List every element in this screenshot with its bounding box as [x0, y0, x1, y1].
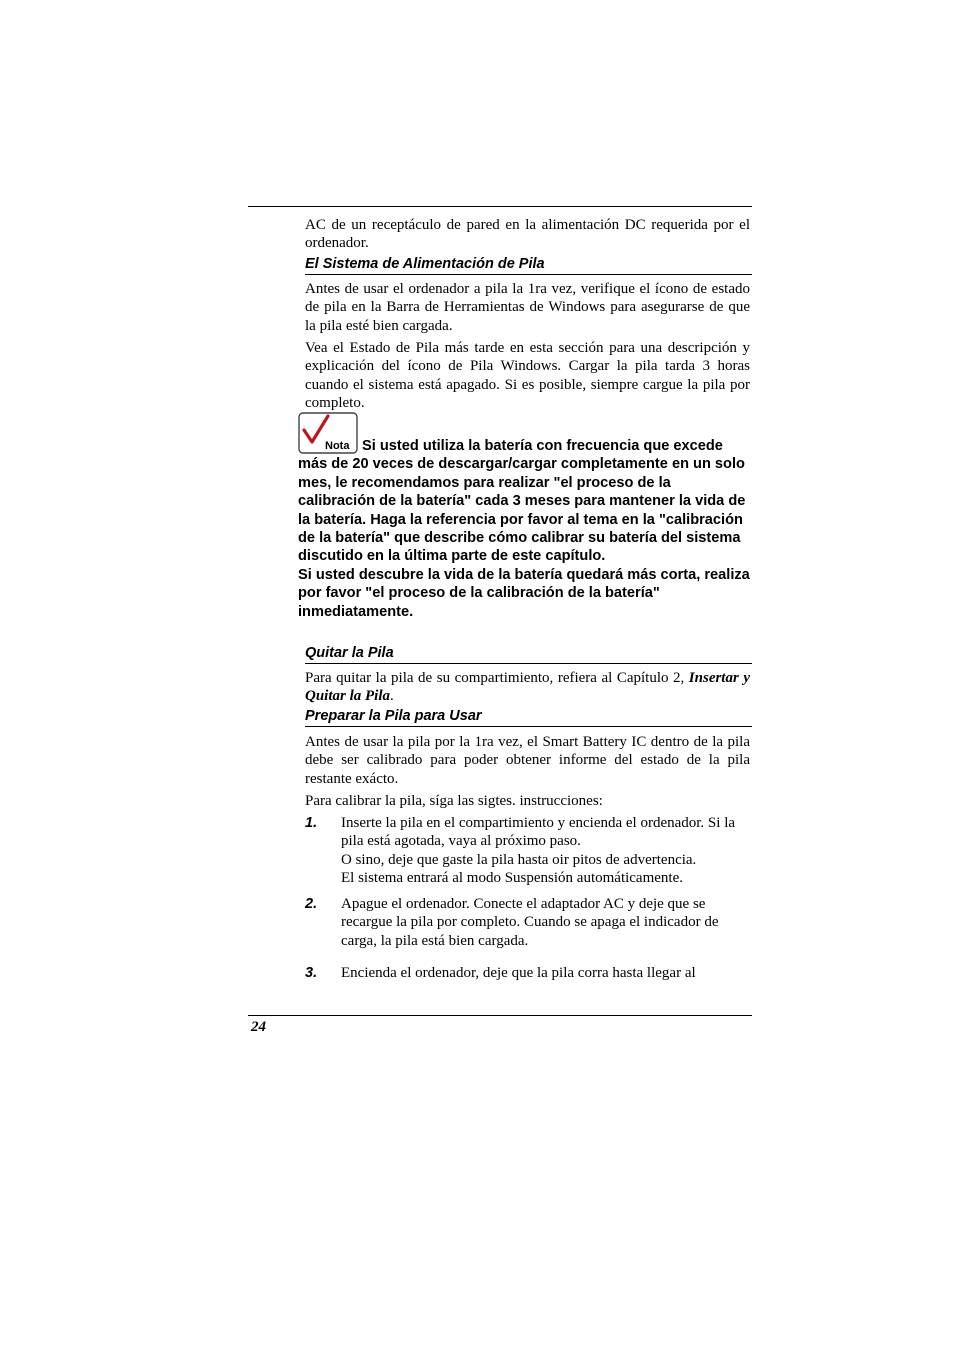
step-line: Inserte la pila en el compartimiento y encienda el ordenador. Si la pila está agotada, vaya al próximo paso.	[341, 815, 736, 850]
section-heading-power-system: El Sistema de Alimentación de Pila	[305, 255, 752, 275]
prepare-paragraph-2: Para calibrar la pila, síga las sigtes. instrucciones:	[305, 793, 603, 809]
note-paragraph-2: Si usted descubre la vida de la batería quedará más corta, realiza por favor "el proceso de la calibración de la batería" inmediatamente.	[298, 566, 750, 620]
footer-rule	[248, 1015, 752, 1016]
remove-paragraph	[305, 669, 750, 706]
step-line: Encienda el ordenador, deje que la pila corra hasta llegar al	[341, 965, 696, 981]
prepare-paragraph-1: Antes de usar la pila por la 1ra vez, el Smart Battery IC dentro de la pila debe ser calibrado para poder obtener informe del estado de la pila restante exácto.	[305, 734, 750, 787]
step-line: Apague el ordenador. Conecte el adaptador AC y deje que se recargue la pila por completo. Cuando se apaga el indicador de carga, la pila está bien cargada.	[341, 896, 719, 949]
step-text	[341, 895, 733, 950]
note-paragraph-1: Si usted utiliza la batería con frecuencia que excede más de 20 veces de descargar/cargar completamente en un solo mes, le recomendamos para realizar "el proceso de la calibración de la batería" cada 3 meses para mantener la vida de la batería. Haga la referencia por favor al tema en la "calibración de la batería" que describe cómo calibrar su batería del sistema discutido en la última parte de este capítulo.	[298, 438, 746, 565]
intro-paragraph: AC de un receptáculo de pared en la alimentación DC requerida por el ordenador.	[305, 217, 750, 252]
step-number: 3.	[305, 965, 318, 981]
section-heading-prepare-battery: Preparar la Pila para Usar	[305, 707, 752, 727]
note-box	[298, 412, 750, 621]
step-text	[341, 814, 751, 888]
page-number: 24	[251, 1019, 266, 1035]
section-heading-remove-battery: Quitar la Pila	[305, 644, 752, 664]
chapter-reference: Insertar y Quitar la Pila	[305, 670, 750, 705]
step-number: 1.	[305, 815, 318, 831]
step-line: O sino, deje que gaste la pila hasta oir pitos de advertencia.	[341, 851, 697, 868]
checkmark-note-icon	[298, 412, 358, 454]
power-paragraph-1: Antes de usar el ordenador a pila la 1ra vez, verifique el ícono de estado de pila en la Barra de Herramientas de Windows para asegurarse de que la pila esté bien cargada.	[305, 281, 750, 334]
note-icon-label: Nota	[325, 440, 350, 452]
step-line: El sistema entrará al modo Suspensión automáticamente.	[341, 870, 683, 887]
power-paragraph-2: Vea el Estado de Pila más tarde en esta sección para una descripción y explicación del ícono de Pila Windows. Cargar la pila tarda 3 horas cuando el sistema está apagado. Si es posible, siempre cargue la pila por completo.	[305, 340, 750, 412]
remove-text: Para quitar la pila de su compartimiento, refiera al Capítulo 2,	[305, 670, 685, 686]
header-rule	[248, 206, 752, 207]
remove-text-end: .	[390, 688, 394, 705]
step-number: 2.	[305, 896, 318, 912]
step-text	[341, 964, 751, 982]
